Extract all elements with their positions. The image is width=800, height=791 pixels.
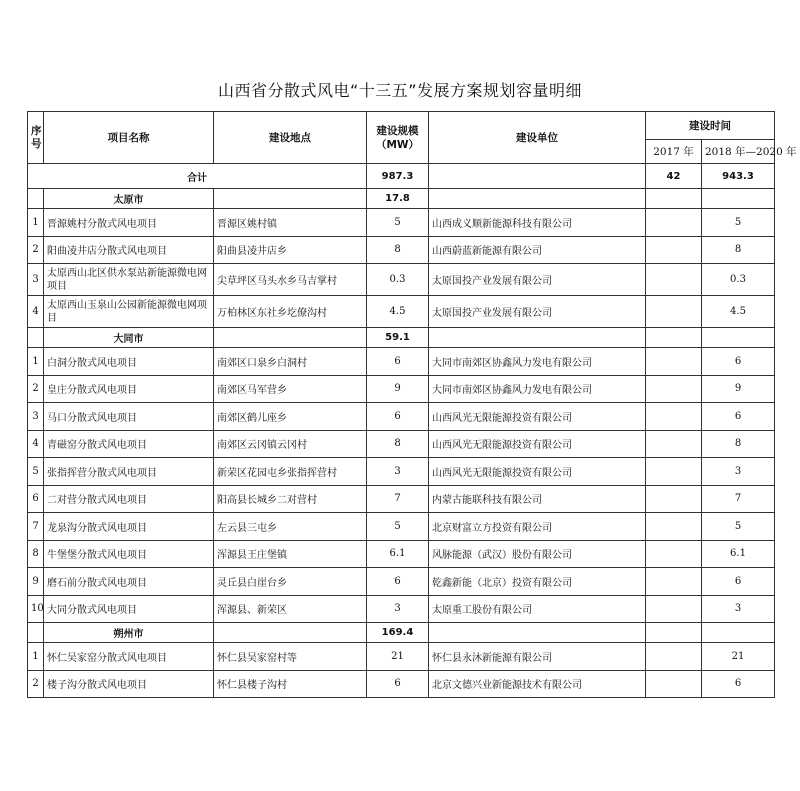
- table-row: [28, 540, 775, 568]
- project-2018: 21: [702, 643, 775, 671]
- project-2018: 6: [702, 670, 775, 698]
- table-row: [28, 595, 775, 623]
- row-number: 1: [28, 209, 44, 237]
- row-number: 1: [28, 643, 44, 671]
- project-2017: [646, 643, 702, 671]
- header-2018-2020: 2018 年—2020 年: [702, 140, 775, 164]
- project-location: 灵丘县白崖台乡: [214, 568, 367, 596]
- row-number: 3: [28, 403, 44, 431]
- project-scale: 6.1: [367, 540, 429, 568]
- group-row: [28, 623, 775, 643]
- project-scale: 8: [367, 236, 429, 264]
- project-scale: 6: [367, 568, 429, 596]
- project-location: 浑源县王庄堡镇: [214, 540, 367, 568]
- total-label: 合计: [28, 164, 367, 189]
- project-2017: [646, 595, 702, 623]
- total-2018: 943.3: [702, 164, 775, 189]
- project-name: 磨石前分散式风电项目: [44, 568, 214, 596]
- group-scale: 59.1: [367, 328, 429, 348]
- project-2017: [646, 236, 702, 264]
- group-scale: 169.4: [367, 623, 429, 643]
- project-scale: 0.3: [367, 264, 429, 296]
- project-2017: [646, 296, 702, 328]
- project-name: 二对营分散式风电项目: [44, 485, 214, 513]
- row-number: 2: [28, 375, 44, 403]
- project-2017: [646, 375, 702, 403]
- header-seq: 序号: [28, 112, 44, 164]
- project-unit: 北京文德兴业新能源技术有限公司: [429, 670, 646, 698]
- row-number: 5: [28, 458, 44, 486]
- project-name: 白洞分散式风电项目: [44, 348, 214, 376]
- project-2018: 3: [702, 595, 775, 623]
- group-city: 大同市: [44, 328, 214, 348]
- project-2017: [646, 540, 702, 568]
- project-2018: 5: [702, 209, 775, 237]
- project-location: 左云县三屯乡: [214, 513, 367, 541]
- project-unit: 乾鑫新能（北京）投资有限公司: [429, 568, 646, 596]
- row-number: 4: [28, 296, 44, 328]
- project-unit: 山西成义顺新能源科技有限公司: [429, 209, 646, 237]
- project-location: 南郊区口泉乡白洞村: [214, 348, 367, 376]
- project-2017: [646, 430, 702, 458]
- project-name: 阳曲凌井店分散式风电项目: [44, 236, 214, 264]
- capacity-table: [27, 111, 797, 698]
- table-row: [28, 296, 775, 328]
- header-name: 项目名称: [44, 112, 214, 164]
- table-row: [28, 264, 775, 296]
- project-name: 张指挥营分散式风电项目: [44, 458, 214, 486]
- project-unit: 太原国投产业发展有限公司: [429, 296, 646, 328]
- project-unit: 山西风光无限能源投资有限公司: [429, 458, 646, 486]
- group-row: [28, 189, 775, 209]
- header-2017: 2017 年: [646, 140, 702, 164]
- group-row: [28, 328, 775, 348]
- header-time: 建设时间: [646, 112, 775, 140]
- project-2017: [646, 348, 702, 376]
- table-row: [28, 485, 775, 513]
- table-row: [28, 375, 775, 403]
- table-row: [28, 458, 775, 486]
- total-2017: 42: [646, 164, 702, 189]
- project-scale: 6: [367, 670, 429, 698]
- row-number: 2: [28, 236, 44, 264]
- row-number: 1: [28, 348, 44, 376]
- project-2017: [646, 209, 702, 237]
- project-scale: 5: [367, 513, 429, 541]
- project-unit: 北京财富立方投资有限公司: [429, 513, 646, 541]
- project-2017: [646, 403, 702, 431]
- project-location: 万柏林区东社乡圪僚沟村: [214, 296, 367, 328]
- table-row: [28, 209, 775, 237]
- project-unit: 山西蔚蓝新能源有限公司: [429, 236, 646, 264]
- project-location: 尖草坪区马头水乡马吉掌村: [214, 264, 367, 296]
- project-2017: [646, 513, 702, 541]
- project-scale: 4.5: [367, 296, 429, 328]
- project-2017: [646, 458, 702, 486]
- project-name: 晋源姚村分散式风电项目: [44, 209, 214, 237]
- row-number: 2: [28, 670, 44, 698]
- row-number: 3: [28, 264, 44, 296]
- table-row: [28, 403, 775, 431]
- project-location: 怀仁县楼子沟村: [214, 670, 367, 698]
- project-unit: 山西风光无限能源投资有限公司: [429, 430, 646, 458]
- project-location: 阳曲县凌井店乡: [214, 236, 367, 264]
- project-scale: 5: [367, 209, 429, 237]
- group-city: 太原市: [44, 189, 214, 209]
- project-scale: 21: [367, 643, 429, 671]
- project-2018: 6: [702, 568, 775, 596]
- header-scale: 建设规模（MW）: [367, 112, 429, 164]
- table-row: [28, 430, 775, 458]
- project-name: 龙泉沟分散式风电项目: [44, 513, 214, 541]
- table-row: [28, 236, 775, 264]
- project-2017: [646, 568, 702, 596]
- project-2018: 4.5: [702, 296, 775, 328]
- project-location: 晋源区姚村镇: [214, 209, 367, 237]
- project-name: 皇庄分散式风电项目: [44, 375, 214, 403]
- project-unit: 太原重工股份有限公司: [429, 595, 646, 623]
- project-scale: 6: [367, 348, 429, 376]
- project-2018: 3: [702, 458, 775, 486]
- project-2018: 5: [702, 513, 775, 541]
- project-2017: [646, 670, 702, 698]
- header-location: 建设地点: [214, 112, 367, 164]
- project-unit: 怀仁县永沐新能源有限公司: [429, 643, 646, 671]
- group-city: 朔州市: [44, 623, 214, 643]
- project-name: 太原西山玉泉山公园新能源微电网项目: [44, 296, 214, 328]
- row-number: 10: [28, 595, 44, 623]
- project-name: 楼子沟分散式风电项目: [44, 670, 214, 698]
- project-location: 阳高县长城乡二对营村: [214, 485, 367, 513]
- project-name: 青磁窑分散式风电项目: [44, 430, 214, 458]
- project-2018: 8: [702, 430, 775, 458]
- project-location: 南郊区马军营乡: [214, 375, 367, 403]
- project-scale: 9: [367, 375, 429, 403]
- project-2018: 8: [702, 236, 775, 264]
- project-2018: 6: [702, 348, 775, 376]
- row-number: 7: [28, 513, 44, 541]
- total-scale: 987.3: [367, 164, 429, 189]
- table-row: [28, 568, 775, 596]
- project-2018: 6.1: [702, 540, 775, 568]
- table-row: [28, 348, 775, 376]
- total-row: [28, 164, 775, 189]
- row-number: 6: [28, 485, 44, 513]
- project-location: 怀仁县吴家窑村等: [214, 643, 367, 671]
- project-2018: 0.3: [702, 264, 775, 296]
- project-2018: 7: [702, 485, 775, 513]
- project-unit: 山西风光无限能源投资有限公司: [429, 403, 646, 431]
- project-location: 南郊区云冈镇云冈村: [214, 430, 367, 458]
- project-location: 新荣区花园屯乡张指挥营村: [214, 458, 367, 486]
- header-unit: 建设单位: [429, 112, 646, 164]
- project-unit: 太原国投产业发展有限公司: [429, 264, 646, 296]
- project-name: 牛堡堡分散式风电项目: [44, 540, 214, 568]
- project-2017: [646, 264, 702, 296]
- table-row: [28, 513, 775, 541]
- project-unit: 风脉能源（武汉）股份有限公司: [429, 540, 646, 568]
- project-name: 马口分散式风电项目: [44, 403, 214, 431]
- project-2017: [646, 485, 702, 513]
- page-title: 山西省分散式风电“十三五”发展方案规划容量明细: [217, 81, 583, 100]
- project-location: 南郊区鹤儿座乡: [214, 403, 367, 431]
- project-scale: 6: [367, 403, 429, 431]
- project-unit: 大同市南郊区协鑫风力发电有限公司: [429, 375, 646, 403]
- project-name: 怀仁吴家窑分散式风电项目: [44, 643, 214, 671]
- project-2018: 6: [702, 403, 775, 431]
- project-2018: 9: [702, 375, 775, 403]
- project-unit: 大同市南郊区协鑫风力发电有限公司: [429, 348, 646, 376]
- project-name: 太原西山北区供水泵站新能源微电网项目: [44, 264, 214, 296]
- project-scale: 8: [367, 430, 429, 458]
- row-number: 4: [28, 430, 44, 458]
- project-name: 大同分散式风电项目: [44, 595, 214, 623]
- project-scale: 3: [367, 595, 429, 623]
- table-row: [28, 670, 775, 698]
- project-scale: 7: [367, 485, 429, 513]
- row-number: 9: [28, 568, 44, 596]
- group-scale: 17.8: [367, 189, 429, 209]
- row-number: 8: [28, 540, 44, 568]
- project-scale: 3: [367, 458, 429, 486]
- project-unit: 内蒙古能联科技有限公司: [429, 485, 646, 513]
- table-row: [28, 643, 775, 671]
- project-location: 浑源县、新荣区: [214, 595, 367, 623]
